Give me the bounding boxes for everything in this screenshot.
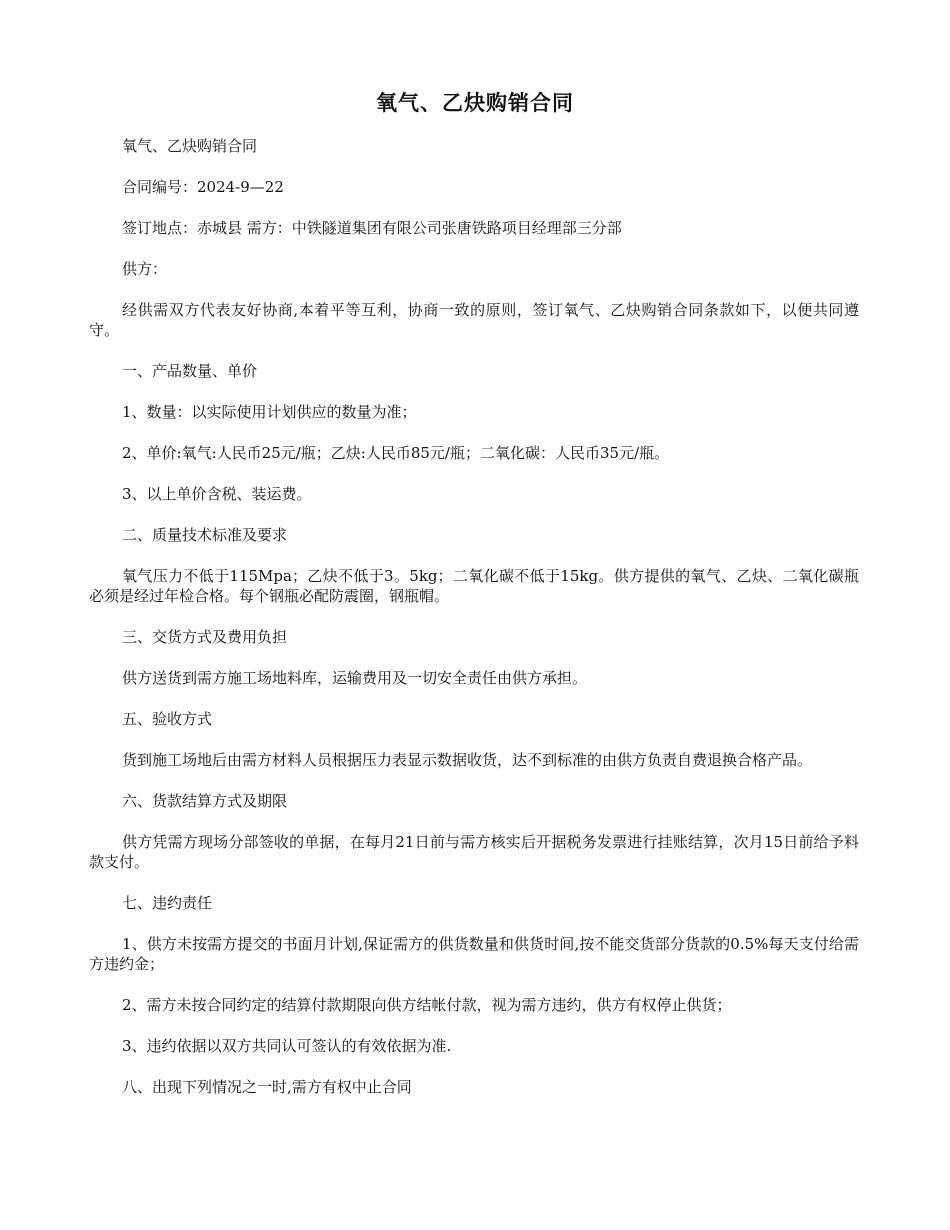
paragraph-supplier: 供方： [122,260,168,278]
heading-section-7: 七、违约责任 [122,894,213,912]
paragraph-breach-2: 2、需方未按合同约定的结算付款期限向供方结帐付款，视为需方违约，供方有权停止供货； [122,996,732,1014]
heading-section-6: 六、货款结算方式及期限 [122,792,288,810]
heading-section-5: 五、验收方式 [122,710,213,728]
document-body [89,136,859,1118]
heading-section-3: 三、交货方式及费用负担 [122,628,288,646]
paragraph-breach-3: 3、违约依据以双方共同认可签认的有效依据为准. [122,1037,452,1055]
paragraph-preamble: 经供需双方代表友好协商,本着平等互利，协商一致的原则，签订氧气、乙炔购销合同条款如下，以便共同遵守。 [89,301,859,339]
heading-section-1: 一、产品数量、单价 [122,362,258,380]
paragraph-quantity: 1、数量：以实际使用计划供应的数量为准； [122,403,417,421]
paragraph-signing-place: 签订地点：赤城县 需方：中铁隧道集团有限公司张唐铁路项目经理部三分部 [122,219,622,237]
paragraph-quality-standards: 氧气压力不低于115Mpa；乙炔不低于3。5kg；二氧化碳不低于15kg。供方提供的氧气、乙炔、二氧化碳瓶必须是经过年检合格。每个钢瓶必配防震圈，钢瓶帽。 [89,567,859,605]
paragraph-breach-1: 1、供方未按需方提交的书面月计划,保证需方的供货数量和供货时间,按不能交货部分货款的0.5%每天支付给需方违约金； [89,935,859,973]
paragraph-contract-number: 合同编号：2024-9—22 [122,178,284,196]
paragraph-delivery: 供方送货到需方施工场地料库，运输费用及一切安全责任由供方承担。 [122,669,588,687]
paragraph-unit-price: 2、单价:氧气:人民币25元/瓶；乙炔:人民币85元/瓶；二氧化碳：人民币35元/瓶。 [122,444,670,462]
heading-section-2: 二、质量技术标准及要求 [122,526,288,544]
paragraph-settlement: 供方凭需方现场分部签收的单据，在每月21日前与需方核实后开据税务发票进行挂账结算，次月15日前给予料款支付。 [89,833,859,871]
paragraph-acceptance: 货到施工场地后由需方材料人员根据压力表显示数据收货，达不到标准的由供方负责自费退换合格产品。 [122,751,813,769]
heading-section-8: 八、出现下列情况之一时,需方有权中止合同 [122,1078,412,1096]
paragraph-price-includes: 3、以上单价含税、装运费。 [122,485,312,503]
paragraph-contract-name: 氧气、乙炔购销合同 [122,137,258,155]
document-title: 氧气、乙炔购销合同 [376,91,574,115]
